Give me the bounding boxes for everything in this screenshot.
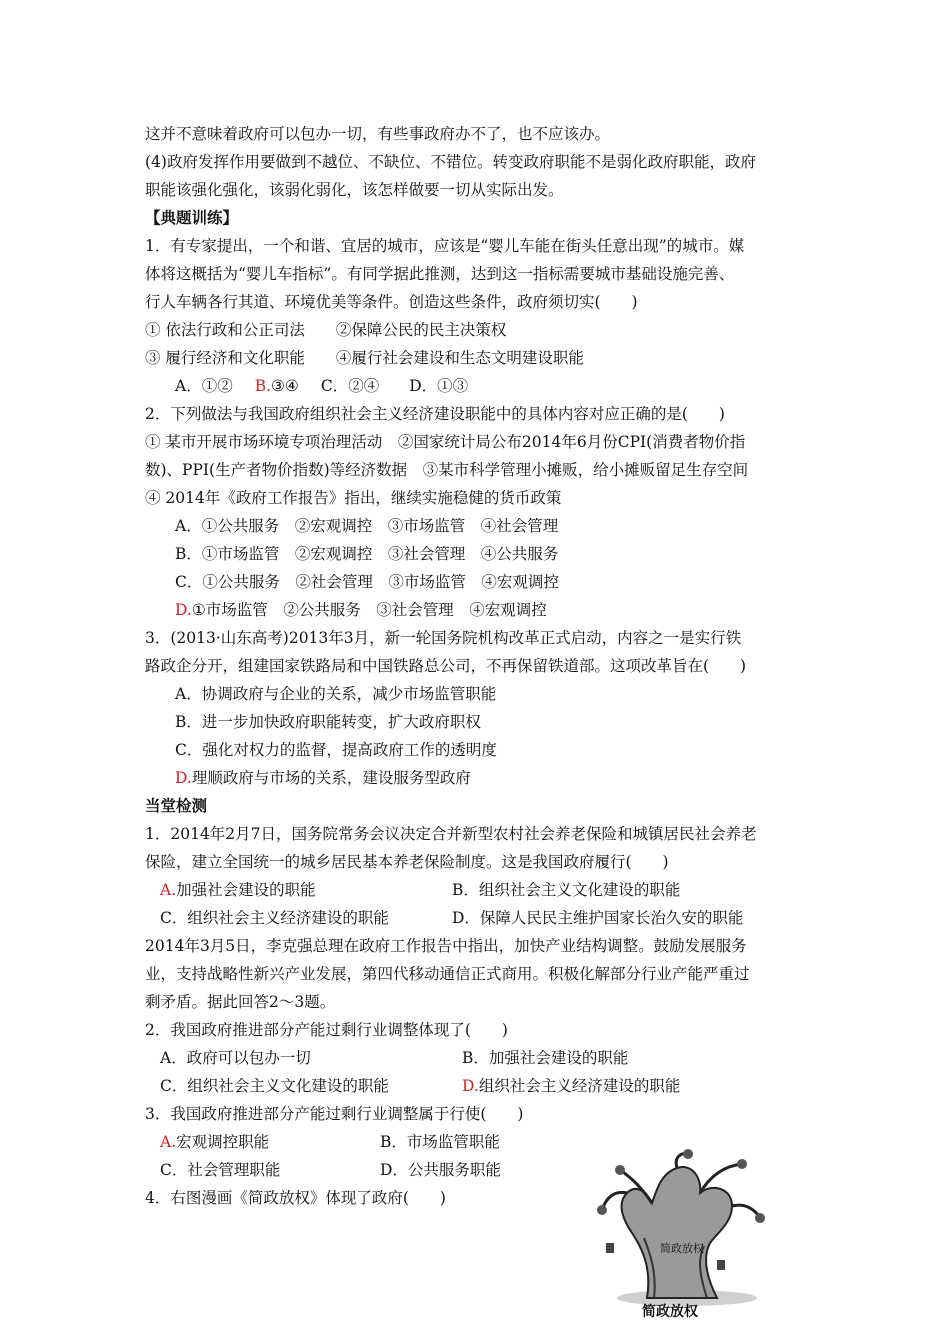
- intro-line-3: 职能该强化强化，该弱化弱化，该怎样做要一切从实际出发。: [145, 181, 564, 199]
- t2-option-d-text: 组织社会主义经济建设的职能: [478, 1077, 681, 1095]
- t1-option-d: D．保障人民民主维护国家长治久安的职能: [452, 909, 744, 927]
- t1-option-b: B．组织社会主义文化建设的职能: [452, 881, 681, 899]
- q1-answer-row: [175, 376, 468, 396]
- t4-line-1: 4．右图漫画《简政放权》体现了政府( ): [145, 1189, 446, 1207]
- q1-choice-a: A．①②: [175, 377, 233, 395]
- t2-line-1: 2．我国政府推进部分产能过剩行业调整体现了( ): [145, 1021, 508, 1039]
- q2-option-d-text: ①市场监管 ②公共服务 ③社会管理 ④宏观调控: [191, 601, 547, 619]
- cartoon-caption: 简政放权: [642, 1304, 698, 1320]
- q3-option-d-text: 理顺政府与市场的关系，建设服务型政府: [191, 769, 471, 787]
- q1-choice-d: D．①③: [409, 377, 469, 395]
- t2-option-d-letter: D.: [462, 1077, 479, 1095]
- t2-option-b: B．加强社会建设的职能: [462, 1049, 629, 1067]
- t2-option-c: C．组织社会主义文化建设的职能: [160, 1077, 389, 1095]
- q2-option-a: A．①公共服务 ②宏观调控 ③市场监管 ④社会管理: [175, 517, 559, 535]
- q3-option-b: B．进一步加快政府职能转变，扩大政府职权: [175, 713, 481, 731]
- q1-line-1: 1．有专家提出，一个和谐、宜居的城市，应该是“婴儿车能在街头任意出现”的城市。媒: [145, 237, 745, 255]
- t3-option-a-letter: A.: [160, 1133, 177, 1151]
- q3-option-c: C．强化对权力的监督，提高政府工作的透明度: [175, 741, 497, 759]
- t3-option-a: [160, 1132, 269, 1152]
- t2-option-a: A．政府可以包办一切: [160, 1049, 311, 1067]
- intro-line-2: (4)政府发挥作用要做到不越位、不缺位、不错位。转变政府职能不是弱化政府职能，政府: [145, 153, 756, 171]
- q1-line-3: 行人车辆各行其道、环境优美等条件。创造这些条件，政府须切实( ): [145, 293, 638, 311]
- hanging-weight-icon: [615, 1165, 625, 1175]
- q3-line-1: 3．(2013·山东高考)2013年3月，新一轮国务院机构改革正式启动，内容之一是实行铁: [145, 629, 742, 647]
- q2-option-b: B．①市场监管 ②宏观调控 ③社会管理 ④公共服务: [175, 545, 559, 563]
- t1-option-a-letter: A.: [160, 881, 177, 899]
- q2-option-d: [175, 600, 547, 620]
- q1-choice-c: C．②④: [320, 377, 380, 395]
- t3-option-c: C．社会管理职能: [160, 1161, 281, 1179]
- q1-choice-b: ③④: [271, 377, 299, 395]
- passage-line-3: 剩矛盾。据此回答2～3题。: [145, 993, 336, 1011]
- q1-option-row-1: ① 依法行政和公正司法 ②保障公民的民主决策权: [145, 321, 507, 339]
- q1-line-2: 体将这概括为“婴儿车指标”。有同学据此推测，达到这一指标需要城市基础设施完善、: [145, 265, 735, 283]
- q3-option-d-letter: D.: [175, 769, 192, 787]
- passage-line-1: 2014年3月5日，李克强总理在政府工作报告中指出，加快产业结构调整。鼓励发展服务: [145, 937, 747, 955]
- t1-option-c: C．组织社会主义经济建设的职能: [160, 909, 389, 927]
- t1-line-1: 1．2014年2月7日，国务院常务会议决定合并新型农村社会养老保险和城镇居民社会养老: [145, 825, 757, 843]
- t3-option-b: B．市场监管职能: [380, 1133, 500, 1151]
- q3-line-2: 路政企分开，组建国家铁路局和中国铁路总公司，不再保留铁道部。这项改革旨在( ): [145, 657, 747, 675]
- q3-option-d: [175, 768, 471, 788]
- cartoon-tree-illustration: [592, 1148, 772, 1308]
- q2-line-3: 数)、PPI(生产者物价指数)等经济数据 ③某市科学管理小摊贩，给小摊贩留足生存空间: [145, 461, 749, 479]
- intro-line-1: 这并不意味着政府可以包办一切，有些事政府办不了，也不应该办。: [145, 125, 611, 143]
- t2-option-d: [462, 1076, 680, 1096]
- t1-line-2: 保险，建立全国统一的城乡居民基本养老保险制度。这是我国政府履行( ): [145, 853, 669, 871]
- q2-option-c: C．①公共服务 ②社会管理 ③市场监管 ④宏观调控: [175, 573, 559, 591]
- q3-option-a: A．协调政府与企业的关系，减少市场监管职能: [175, 685, 497, 703]
- t3-option-d: D．公共服务职能: [380, 1161, 501, 1179]
- q2-line-1: 2．下列做法与我国政府组织社会主义经济建设职能中的具体内容对应正确的是( ): [145, 405, 725, 423]
- q2-line-4: ④ 2014年《政府工作报告》指出，继续实施稳健的货币政策: [145, 489, 562, 507]
- q1-choice-b-letter: B.: [254, 377, 272, 395]
- section-title-practice: 【典题训练】: [145, 208, 239, 227]
- cartoon-trunk-label: 简政放权: [660, 1242, 704, 1255]
- passage-line-2: 业，支持战略性新兴产业发展，第四代移动通信正式商用。积极化解部分行业产能严重过: [145, 965, 750, 983]
- q1-option-row-2: ③ 履行经济和文化职能 ④履行社会建设和生态文明建设职能: [145, 349, 584, 367]
- t3-option-a-text: 宏观调控职能: [176, 1133, 270, 1151]
- q2-option-d-letter: D.: [175, 601, 192, 619]
- section-title-check: 当堂检测: [145, 796, 208, 815]
- q2-line-2: ① 某市开展市场环境专项治理活动 ②国家统计局公布2014年6月份CPI(消费者物价指: [145, 433, 746, 451]
- t1-option-a: [160, 880, 316, 900]
- t3-line-1: 3．我国政府推进部分产能过剩行业调整属于行使( ): [145, 1105, 524, 1123]
- t1-option-a-text: 加强社会建设的职能: [176, 881, 316, 899]
